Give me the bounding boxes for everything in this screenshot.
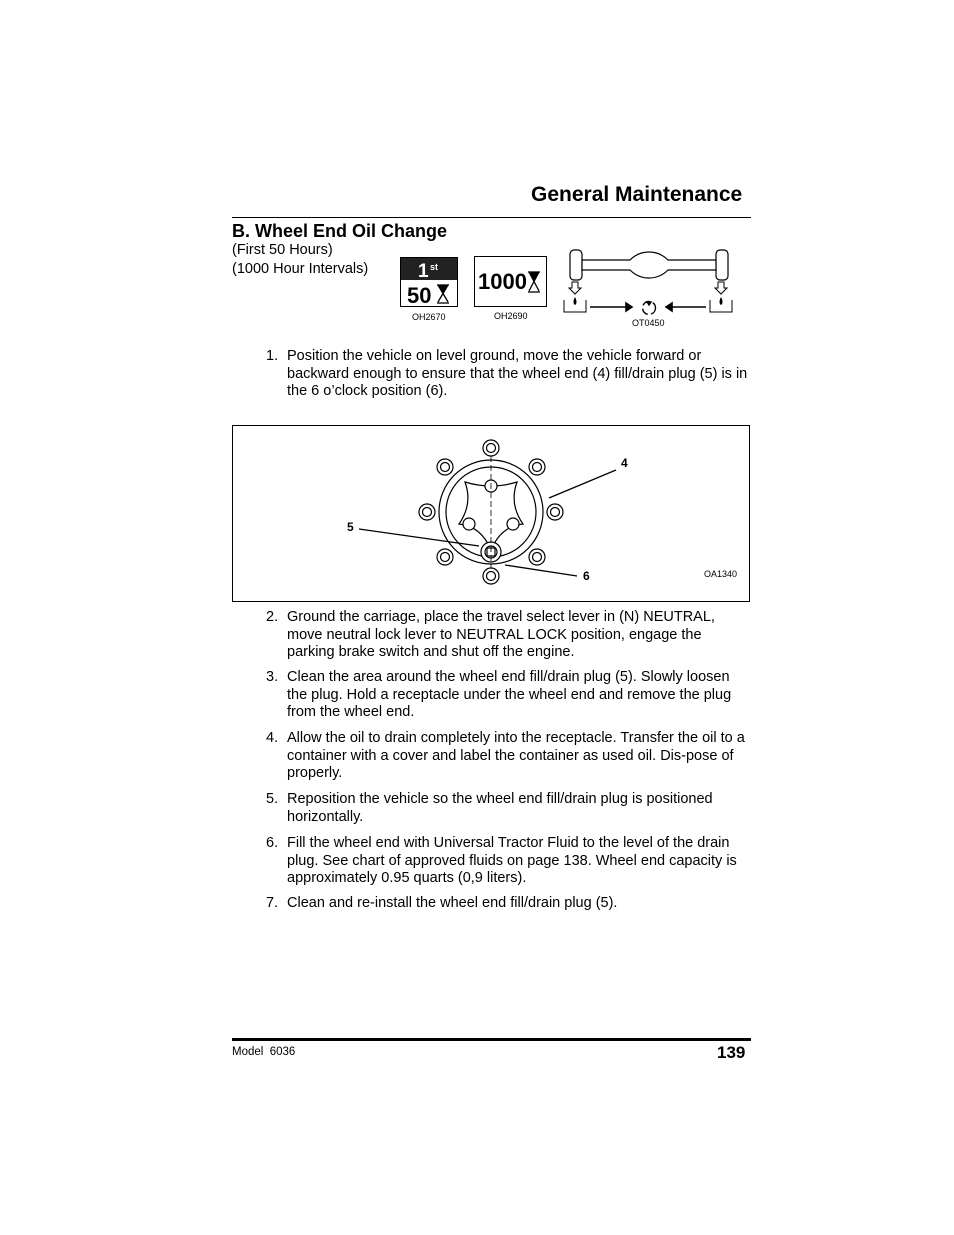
footer-model: Model 6036 (232, 1046, 296, 1058)
step-2 (266, 609, 750, 662)
axle-drain-symbol (560, 248, 740, 320)
first-ordinal-suffix: st (430, 262, 439, 272)
symbol-code-oh2670: OH2670 (412, 312, 446, 322)
symbol-code-ot0450: OT0450 (632, 318, 665, 328)
axle-icon (570, 250, 728, 280)
step-6 (266, 835, 750, 888)
hours-1000-value: 1000 (478, 269, 527, 294)
step-number: 5. (266, 791, 279, 807)
step-7 (266, 895, 750, 913)
step-number: 3. (266, 669, 279, 685)
first-hours-value: 50 (407, 283, 432, 307)
step-number: 7. (266, 895, 279, 911)
step-4 (266, 730, 750, 783)
leader-line-6 (505, 565, 577, 576)
step-text: Clean the area around the wheel end fill/drain plug (5). Slowly loosen the plug. Hold a receptacle under the wheel end and remove the plug from the wheel end. (287, 669, 732, 720)
recycle-icon (643, 302, 656, 315)
drain-arrow-icon (569, 282, 727, 294)
sub-title: B. Wheel End Oil Change (232, 221, 448, 241)
step-number: 2. (266, 609, 279, 625)
wheel-end-figure (232, 425, 750, 602)
first-50-hours-symbol (400, 257, 458, 307)
footer-rule (232, 1038, 751, 1041)
step-5 (266, 791, 750, 826)
section-title: General Maintenance (531, 183, 743, 206)
wheel-end-diagram (233, 426, 749, 601)
first-ordinal: 1 (418, 261, 429, 282)
step-text: Fill the wheel end with Universal Tractor Fluid to the level of the drain plug. See chart of approved fluids on page 138. Wheel end capacity is approximately 0.95 quarts (0,9 liters). (287, 835, 737, 886)
header-rule (232, 217, 751, 218)
leader-line-4 (549, 470, 616, 498)
step-text: Position the vehicle on level ground, move the vehicle forward or backward enough to ensure that the wheel end (4) fill/drain plug (5) is in the 6 o’clock position (6). (287, 348, 748, 399)
step-text: Ground the carriage, place the travel select lever in (N) NEUTRAL, move neutral lock lever to NEUTRAL LOCK position, engage the parking brake switch and shut off the engine. (287, 609, 715, 660)
step-number: 1. (266, 348, 279, 364)
interval-first: (First 50 Hours) (232, 242, 333, 258)
figure-code: OA1340 (704, 569, 738, 579)
symbol-code-oh2690: OH2690 (494, 311, 528, 321)
step-3 (266, 669, 750, 722)
step-text: Allow the oil to drain completely into the receptacle. Transfer the oil to a container with a cover and label the container as used oil. Dis-pose of properly. (287, 730, 745, 781)
step-number: 6. (266, 835, 279, 851)
callout-4: 4 (621, 456, 628, 470)
step-number: 4. (266, 730, 279, 746)
callout-6: 6 (583, 569, 590, 583)
interval-repeat: (1000 Hour Intervals) (232, 261, 369, 277)
step-text: Reposition the vehicle so the wheel end fill/drain plug is positioned horizontally. (287, 791, 713, 825)
step-text: Clean and re-install the wheel end fill/drain plug (5). (287, 895, 618, 911)
page-number: 139 (717, 1043, 746, 1062)
hours-1000-symbol (474, 256, 547, 307)
step-1 (266, 348, 750, 401)
callout-5: 5 (347, 520, 354, 534)
